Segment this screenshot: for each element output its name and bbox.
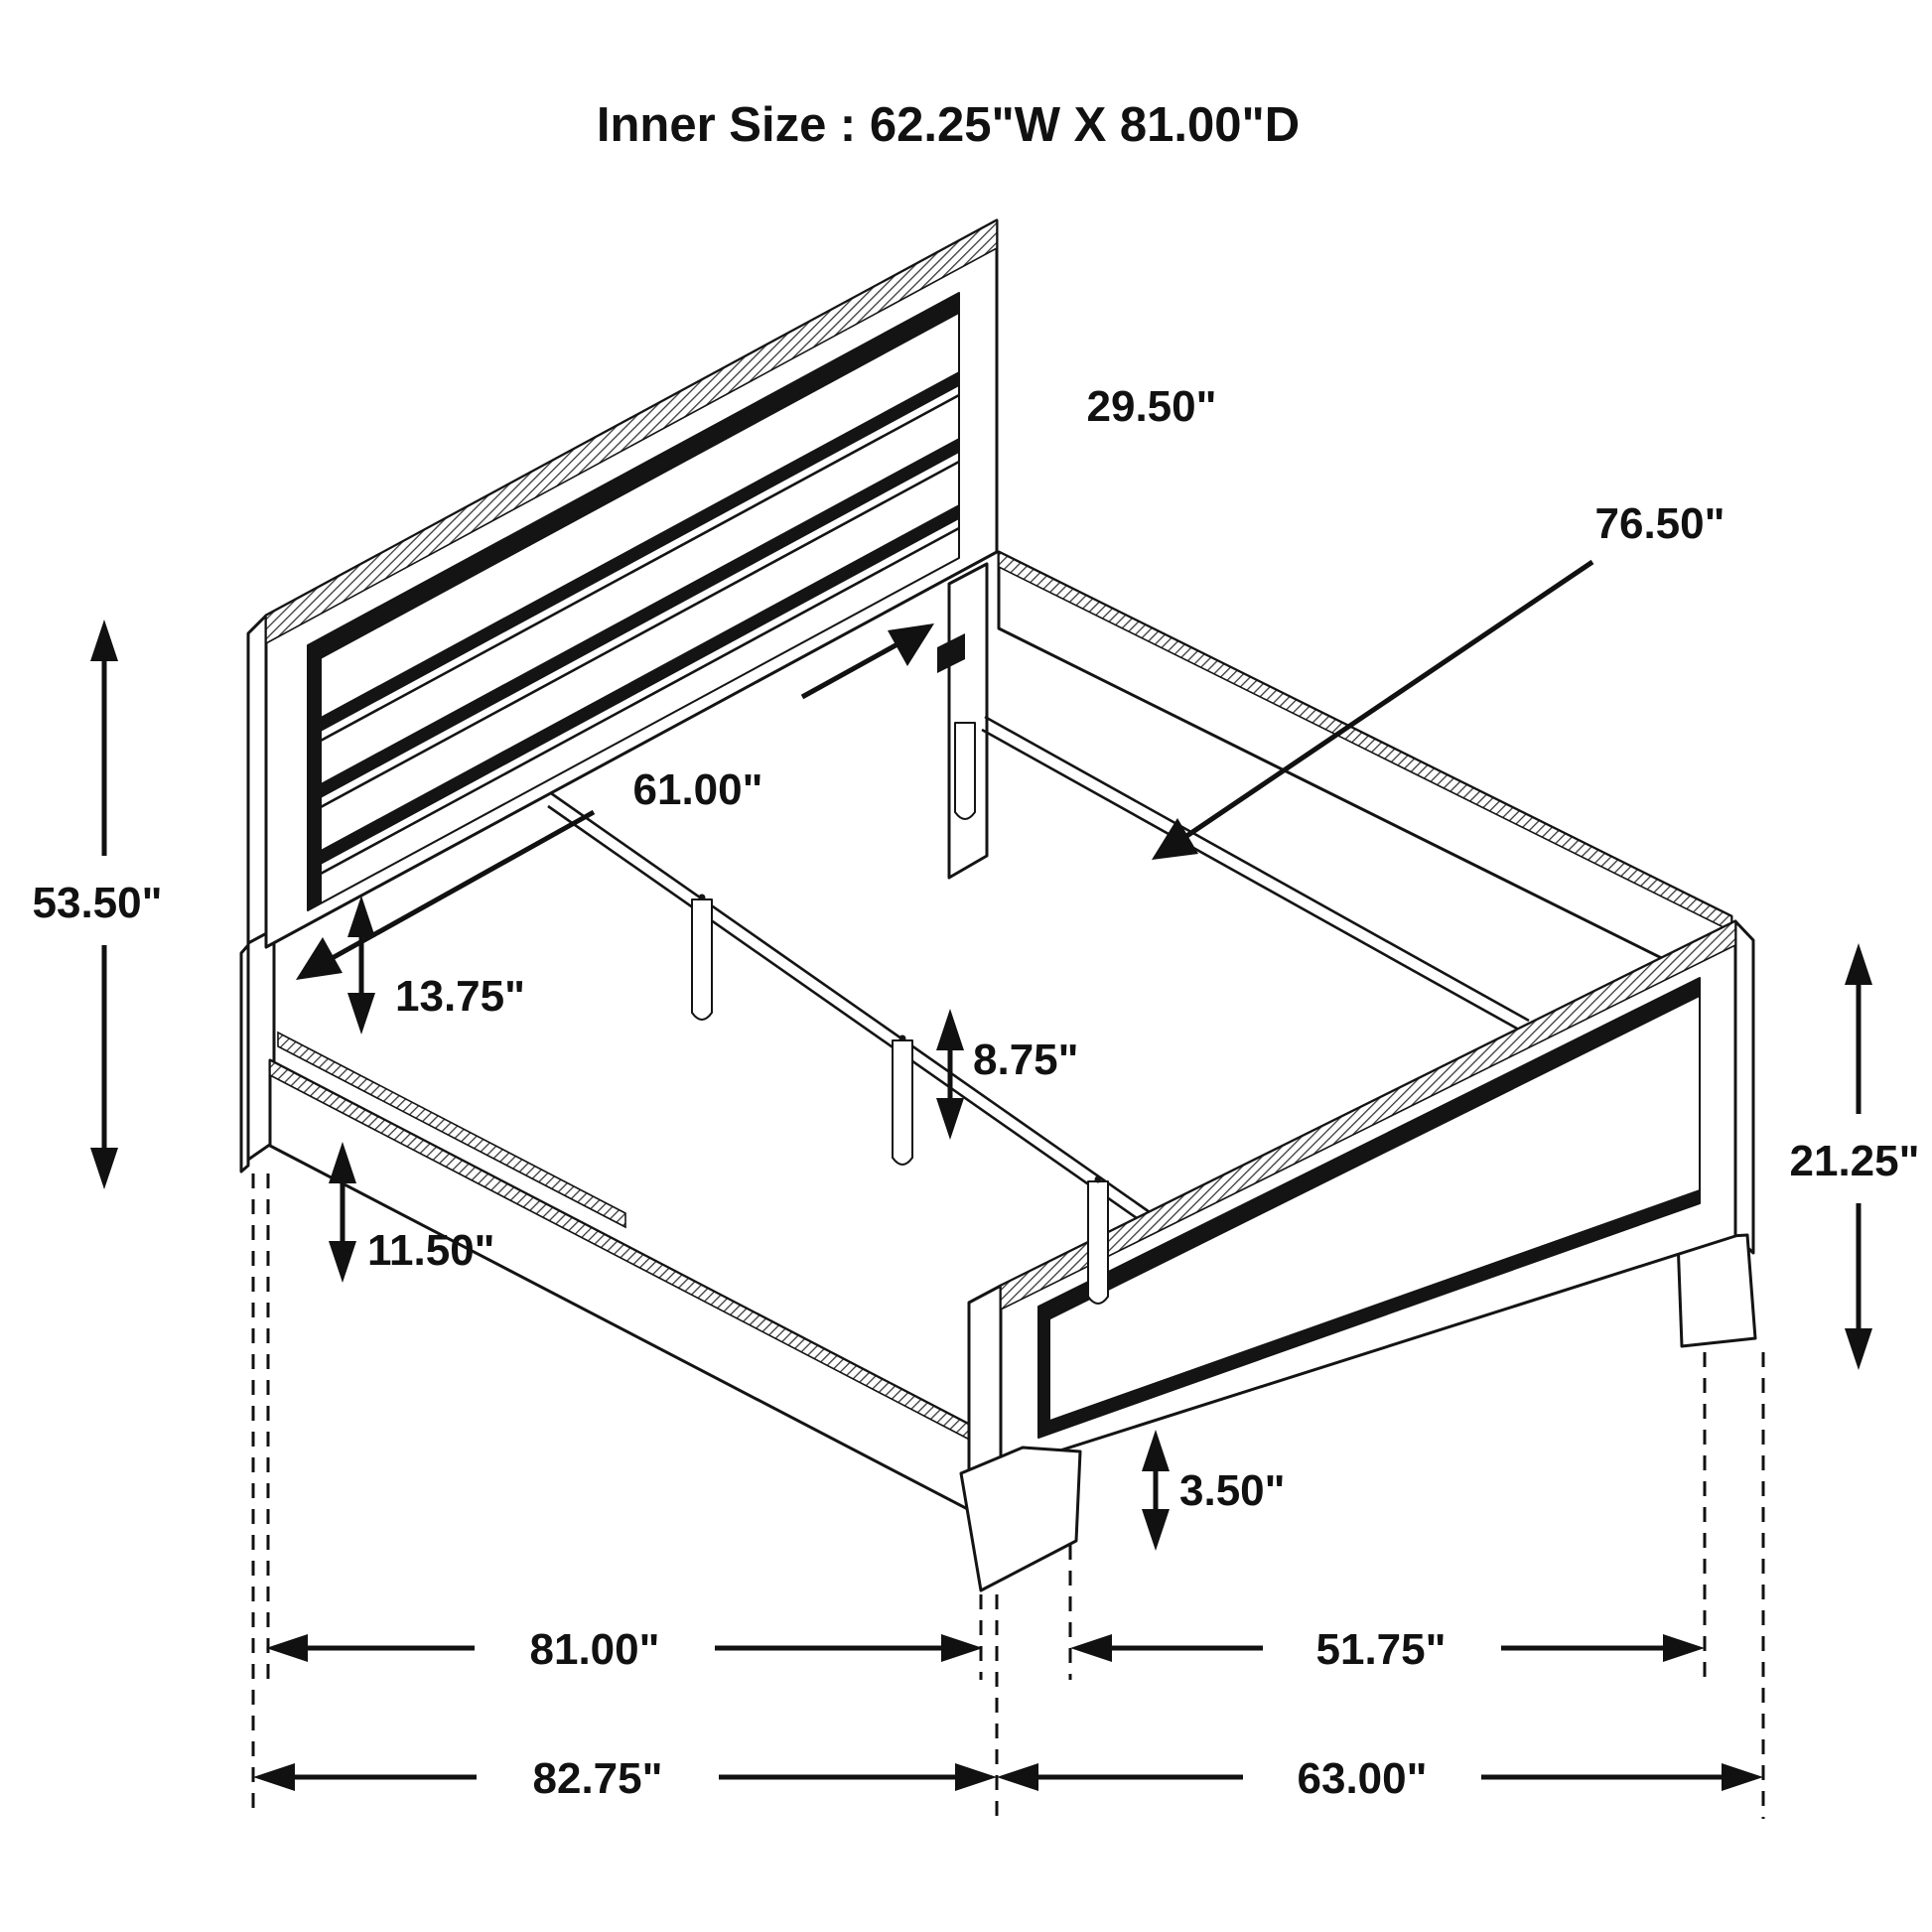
left-side-rail <box>270 1033 983 1517</box>
dimension-foot-height <box>1142 1430 1286 1551</box>
dimension-support-leg <box>936 1009 1079 1140</box>
dimension-footboard-span <box>1070 1625 1705 1674</box>
dim-label-panel-gap: 13.75" <box>395 972 525 1021</box>
dim-label-foot-height: 3.50" <box>1179 1466 1286 1515</box>
center-rail-a <box>548 793 1150 1225</box>
dim-label-overall-width: 63.00" <box>1297 1754 1428 1803</box>
right-rail-top-edge <box>999 552 1731 931</box>
dimension-footboard-height <box>1790 943 1920 1370</box>
headboard-left-edge-face <box>248 616 266 965</box>
support-leg <box>893 1040 912 1165</box>
dim-label-footboard-height: 21.25" <box>1789 1137 1920 1185</box>
footboard-right-face <box>1735 921 1753 1253</box>
dim-label-overall-length: 82.75" <box>532 1754 663 1803</box>
footboard-left-endcap <box>969 1286 1001 1487</box>
right-side-rail <box>999 552 1731 993</box>
footboard-left-foot <box>961 1448 1080 1590</box>
dim-label-support-leg: 8.75" <box>973 1035 1079 1084</box>
dim-label-headboard-panel: 29.50" <box>1086 382 1217 431</box>
dimension-overall-length <box>253 1754 997 1803</box>
support-leg <box>692 899 712 1020</box>
rail-pin <box>1095 1176 1102 1183</box>
dimension-panel-gap <box>347 896 525 1035</box>
diagram-title: Inner Size : 62.25"W X 81.00"D <box>596 98 1301 152</box>
support-legs-rail-a <box>692 899 912 1165</box>
dimension-inner-length <box>266 1625 983 1674</box>
footboard-panel-face <box>1001 921 1735 1469</box>
support-leg <box>1088 1181 1108 1304</box>
footboard-inner-left-shadow <box>1038 1301 1050 1438</box>
dimension-overall-width <box>997 1754 1763 1803</box>
headboard-center-leg <box>949 564 987 878</box>
dim-label-rail-clearance: 11.50" <box>367 1226 495 1275</box>
headboard <box>241 220 997 1172</box>
footboard <box>961 921 1755 1590</box>
dim-label-center-rail: 76.50" <box>1594 499 1725 548</box>
dim-label-headboard-width: 61.00" <box>632 765 763 814</box>
center-rail-b <box>955 717 1529 1034</box>
dim-label-footboard-span: 51.75" <box>1315 1625 1447 1674</box>
support-leg <box>955 723 975 819</box>
dim-label-inner-length: 81.00" <box>529 1625 660 1674</box>
dim-label-headboard-height: 53.50" <box>32 879 163 927</box>
dimension-headboard-height <box>33 620 163 1189</box>
